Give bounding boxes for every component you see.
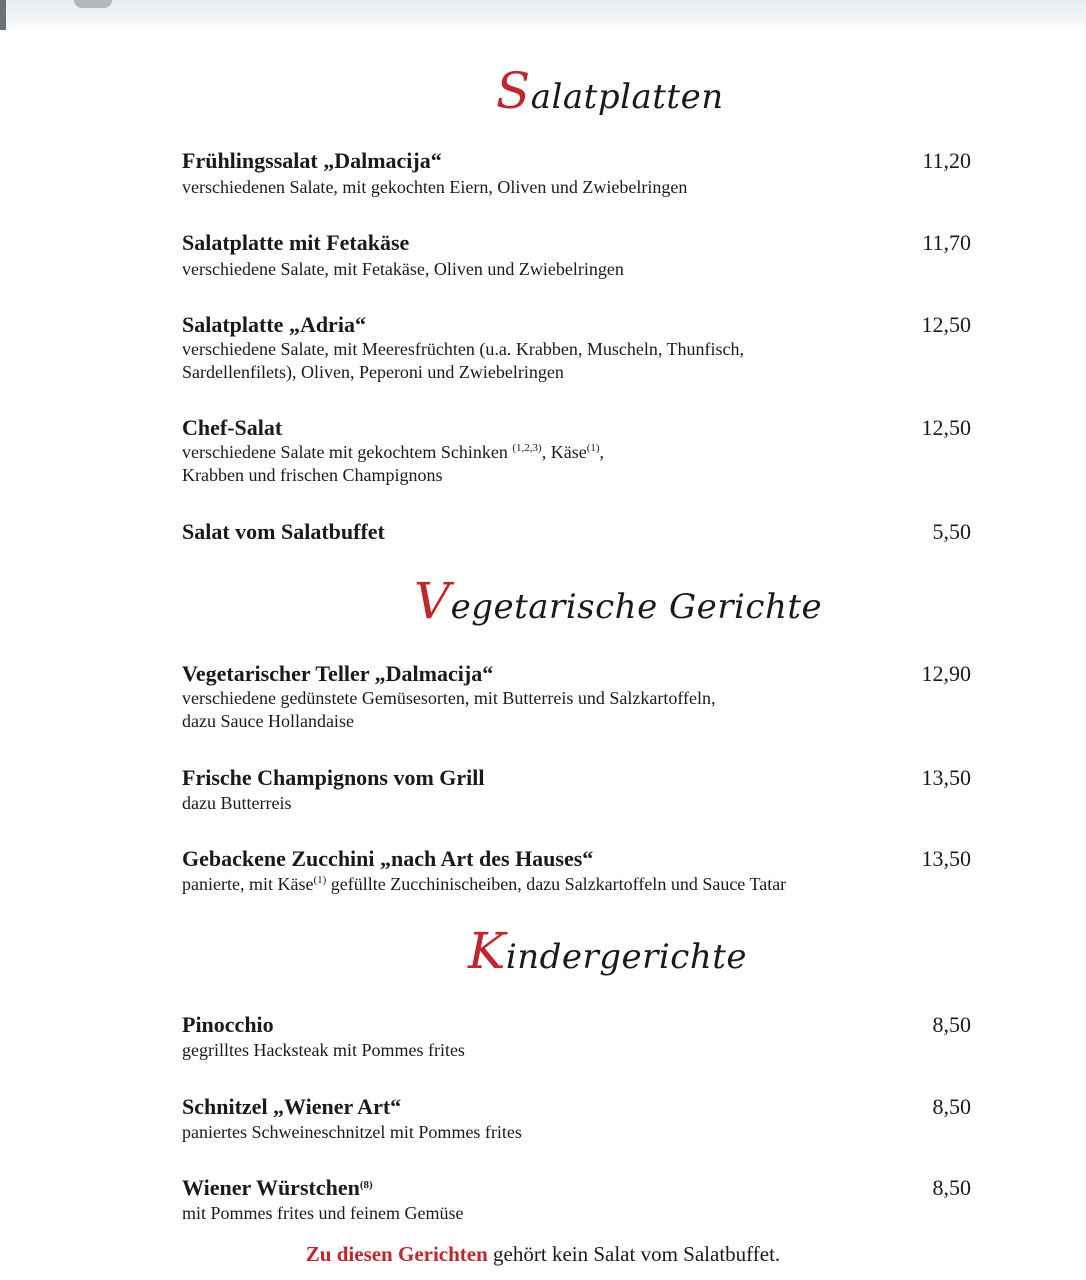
menu-item-description: verschiedene Salate, mit Fetakäse, Oliven und Zwiebelringen xyxy=(182,259,624,279)
menu-item-description xyxy=(182,873,786,896)
menu-item-description: gegrilltes Hacksteak mit Pommes frites xyxy=(182,1040,465,1060)
menu-item-price: 11,70 xyxy=(922,230,971,255)
allergen-footnote: (8) xyxy=(359,1179,373,1191)
menu-item-name: Gebackene Zucchini „nach Art des Hauses“ xyxy=(182,846,594,871)
menu-item-name: Salat vom Salatbuffet xyxy=(182,519,385,544)
menu-item-name: Vegetarischer Teller „Dalmacija“ xyxy=(182,661,494,686)
section-initial: K xyxy=(468,922,506,980)
menu-item-price: 8,50 xyxy=(932,1094,971,1119)
allergen-footnote: (1) xyxy=(586,442,600,454)
menu-item-price: 13,50 xyxy=(921,846,971,871)
scan-blob xyxy=(74,0,112,8)
scan-mark xyxy=(0,0,6,30)
menu-item-name: Chef-Salat xyxy=(182,415,283,440)
menu-item-name xyxy=(182,1175,373,1201)
menu-item-name-text: Wiener Würstchen xyxy=(182,1175,360,1200)
section-title-rest: indergerichte xyxy=(505,937,748,977)
footer-note xyxy=(0,1242,1086,1267)
allergen-footnote: (1) xyxy=(313,874,327,886)
menu-item-price: 12,90 xyxy=(921,661,971,686)
menu-item-name: Pinocchio xyxy=(182,1012,274,1037)
menu-item-description xyxy=(182,441,604,464)
menu-item-price: 5,50 xyxy=(932,519,971,544)
section-title-salatplatten xyxy=(496,62,724,120)
description-text: , xyxy=(599,442,605,462)
menu-item-description: verschiedenen Salate, mit gekochten Eiern, Oliven und Zwiebelringen xyxy=(182,177,688,197)
menu-item-price: 8,50 xyxy=(932,1175,971,1200)
menu-item-description: Sardellenfilets), Oliven, Peperoni und Zwiebelringen xyxy=(182,362,564,382)
description-text: , Käse xyxy=(541,442,587,462)
section-initial: V xyxy=(414,572,451,630)
section-title-rest: egetarische Gerichte xyxy=(450,587,823,627)
menu-item-description: dazu Butterreis xyxy=(182,793,292,813)
description-text: panierte, mit Käse xyxy=(182,874,314,894)
section-title-rest: alatplatten xyxy=(530,77,724,117)
menu-item-price: 12,50 xyxy=(921,312,971,337)
section-initial: S xyxy=(496,62,531,120)
menu-item-description: mit Pommes frites und feinem Gemüse xyxy=(182,1203,464,1223)
menu-item-price: 12,50 xyxy=(921,415,971,440)
menu-item-name: Salatplatte mit Fetakäse xyxy=(182,230,410,255)
menu-item-description: verschiedene Salate, mit Meeresfrüchten (u.a. Krabben, Muscheln, Thunfisch, xyxy=(182,339,744,359)
footer-text: gehört kein Salat vom Salatbuffet. xyxy=(487,1242,781,1266)
description-text: gefüllte Zucchinischeiben, dazu Salzkartoffeln und Sauce Tatar xyxy=(326,874,787,894)
footer-accent: Zu diesen Gerichten xyxy=(305,1242,488,1266)
section-title-vegetarische-gerichte xyxy=(414,572,822,630)
section-title-kindergerichte xyxy=(468,922,747,980)
menu-item-description: Krabben und frischen Champignons xyxy=(182,465,443,485)
menu-item-price: 13,50 xyxy=(921,765,971,790)
allergen-footnote: (1,2,3) xyxy=(512,442,542,454)
scan-edge xyxy=(0,0,1086,30)
menu-item-name: Frische Champignons vom Grill xyxy=(182,765,485,790)
description-text: verschiedene Salate mit gekochtem Schinken xyxy=(182,442,513,462)
menu-item-name: Frühlingssalat „Dalmacija“ xyxy=(182,148,442,173)
menu-item-description: verschiedene gedünstete Gemüsesorten, mit Butterreis und Salzkartoffeln, xyxy=(182,688,716,708)
menu-item-name: Schnitzel „Wiener Art“ xyxy=(182,1094,402,1119)
menu-item-description: paniertes Schweineschnitzel mit Pommes frites xyxy=(182,1122,522,1142)
menu-item-price: 11,20 xyxy=(922,148,971,173)
menu-item-name: Salatplatte „Adria“ xyxy=(182,312,366,337)
menu-item-price: 8,50 xyxy=(932,1012,971,1037)
menu-item-description: dazu Sauce Hollandaise xyxy=(182,711,354,731)
